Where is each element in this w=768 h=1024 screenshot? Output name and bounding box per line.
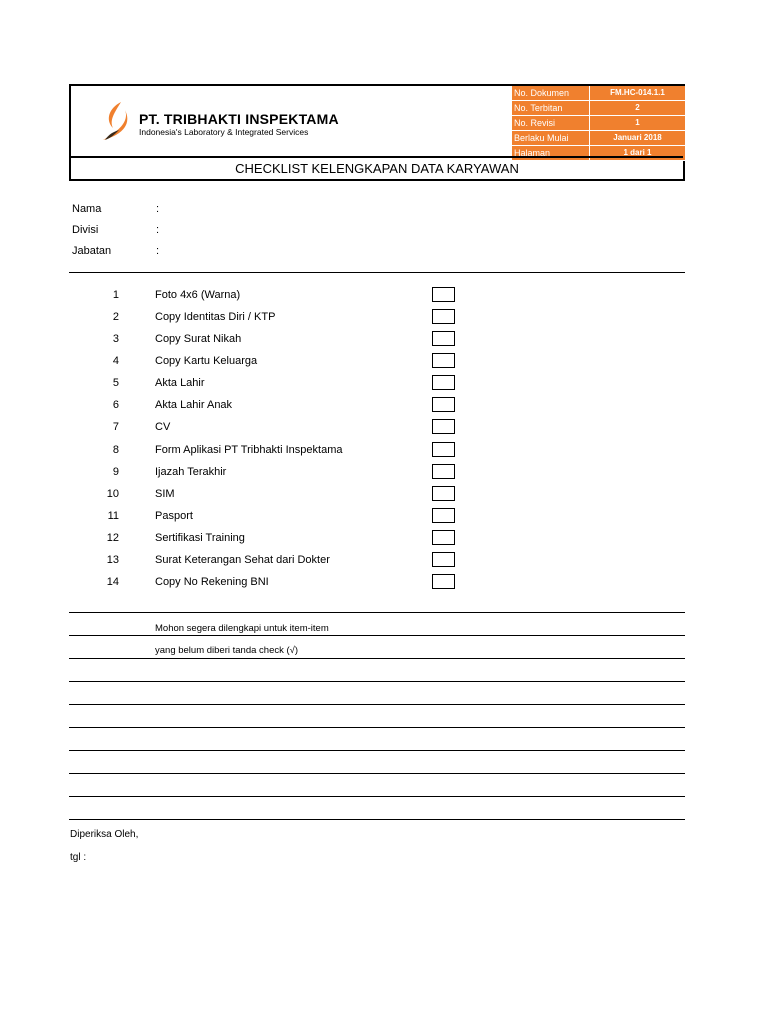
- ruled-line: [69, 681, 685, 682]
- item-number: 9: [112, 466, 119, 478]
- item-checkbox[interactable]: [432, 331, 455, 346]
- divider: [69, 272, 685, 273]
- meta-value: FM.HC-014.1.1: [590, 86, 685, 100]
- meta-row-doc-no: [512, 86, 685, 101]
- meta-value: 1 dari 1: [590, 146, 685, 160]
- checked-by-label: Diperiksa Oleh,: [70, 829, 139, 840]
- item-label: Pasport: [155, 510, 193, 522]
- ruled-line: [69, 750, 685, 751]
- item-checkbox[interactable]: [432, 375, 455, 390]
- item-checkbox[interactable]: [432, 486, 455, 501]
- ruled-line: [69, 635, 685, 636]
- note-line-1: Mohon segera dilengkapi untuk item-item: [155, 623, 329, 634]
- ruled-line: [69, 819, 685, 820]
- item-number: 2: [112, 311, 119, 323]
- field-label-jabatan: Jabatan: [72, 245, 112, 257]
- item-number: 3: [112, 333, 119, 345]
- item-checkbox[interactable]: [432, 353, 455, 368]
- item-label: CV: [155, 421, 171, 433]
- meta-row-revision: [512, 116, 685, 131]
- item-checkbox[interactable]: [432, 442, 455, 457]
- flame-logo-icon: [99, 100, 139, 144]
- item-label: Surat Keterangan Sehat dari Dokter: [155, 554, 330, 566]
- ruled-line: [69, 658, 685, 659]
- item-label: Akta Lahir Anak: [155, 399, 233, 411]
- document-meta-table: [512, 86, 685, 161]
- document-title: CHECKLIST KELENGKAPAN DATA KARYAWAN: [71, 156, 683, 181]
- item-label: Foto 4x6 (Warna): [155, 289, 241, 301]
- item-number: 10: [106, 488, 119, 500]
- company-logo: [71, 86, 511, 156]
- item-label: Akta Lahir: [155, 377, 205, 389]
- date-label: tgl :: [70, 852, 87, 863]
- meta-key: No. Dokumen: [512, 86, 590, 100]
- item-checkbox[interactable]: [432, 508, 455, 523]
- item-checkbox[interactable]: [432, 552, 455, 567]
- meta-value: 1: [590, 116, 685, 130]
- item-checkbox[interactable]: [432, 419, 455, 434]
- item-number: 13: [106, 554, 119, 566]
- field-colon: :: [156, 203, 160, 215]
- field-label-nama: Nama: [72, 203, 102, 215]
- ruled-line: [69, 727, 685, 728]
- item-label: Copy Kartu Keluarga: [155, 355, 258, 367]
- company-name: PT. TRIBHAKTI INSPEKTAMA: [139, 111, 339, 127]
- field-colon: :: [156, 224, 160, 236]
- ruled-line: [69, 796, 685, 797]
- item-checkbox[interactable]: [432, 309, 455, 324]
- item-label: SIM: [155, 488, 175, 500]
- item-label: Copy No Rekening BNI: [155, 576, 269, 588]
- ruled-line: [69, 773, 685, 774]
- item-number: 12: [106, 532, 119, 544]
- item-number: 1: [112, 289, 119, 301]
- meta-row-issue-no: [512, 101, 685, 116]
- item-checkbox[interactable]: [432, 464, 455, 479]
- item-checkbox[interactable]: [432, 530, 455, 545]
- field-label-divisi: Divisi: [72, 224, 99, 236]
- item-number: 6: [112, 399, 119, 411]
- ruled-line: [69, 612, 685, 613]
- document-header: [69, 84, 685, 181]
- item-label: Copy Identitas Diri / KTP: [155, 311, 276, 323]
- meta-value: 2: [590, 101, 685, 115]
- item-number: 5: [112, 377, 119, 389]
- item-number: 8: [112, 444, 119, 456]
- ruled-line: [69, 704, 685, 705]
- item-checkbox[interactable]: [432, 287, 455, 302]
- item-label: Form Aplikasi PT Tribhakti Inspektama: [155, 444, 343, 456]
- field-colon: :: [156, 245, 160, 257]
- item-number: 14: [106, 576, 119, 588]
- item-checkbox[interactable]: [432, 397, 455, 412]
- note-line-2: yang belum diberi tanda check (√): [155, 645, 299, 656]
- item-label: Copy Surat Nikah: [155, 333, 242, 345]
- meta-row-effective: [512, 131, 685, 146]
- item-number: 4: [112, 355, 119, 367]
- meta-key: No. Terbitan: [512, 101, 590, 115]
- meta-key: Berlaku Mulai: [512, 131, 590, 145]
- item-number: 7: [112, 421, 119, 433]
- company-tagline: Indonesia's Laboratory & Integrated Services: [139, 127, 309, 137]
- item-label: Sertifikasi Training: [155, 532, 245, 544]
- meta-value: Januari 2018: [590, 131, 685, 145]
- meta-key: No. Revisi: [512, 116, 590, 130]
- item-number: 11: [107, 510, 119, 522]
- item-label: Ijazah Terakhir: [155, 466, 227, 478]
- item-checkbox[interactable]: [432, 574, 455, 589]
- meta-key: Halaman: [512, 146, 590, 160]
